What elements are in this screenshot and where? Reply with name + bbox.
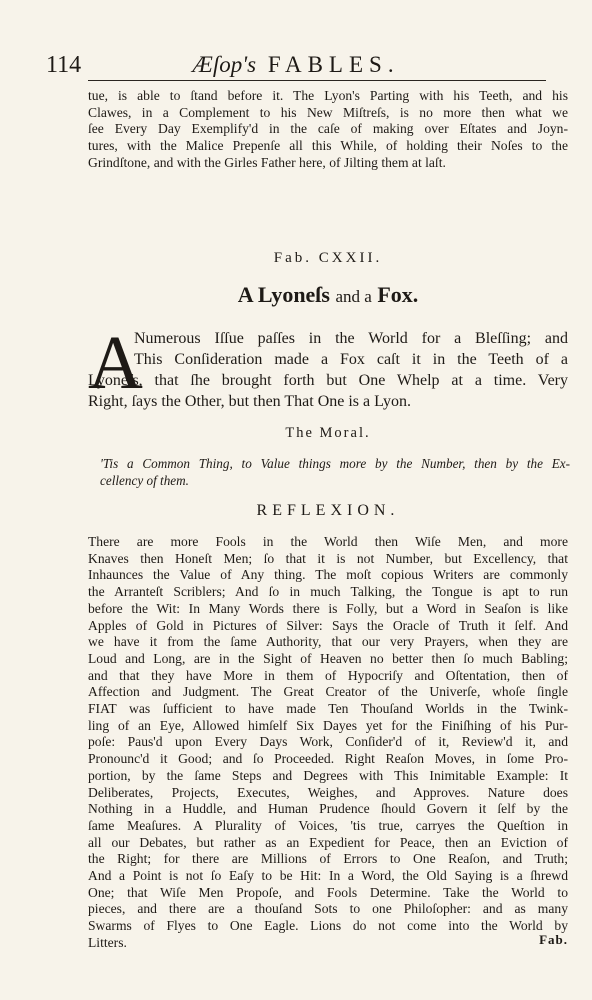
text-line: There are more Fools in the World then Wiſe Men, and more — [88, 534, 568, 549]
text-line: Right, ſays the Other, but then That One is a Lyon. — [88, 393, 412, 410]
text-line: Knaves then Honeſt Men; ſo that it is not Number, but Excellency, that — [88, 550, 568, 566]
text-line: the Arranteſt Scriblers; And ſo in much Talking, the Tongue is apt to run — [88, 584, 568, 600]
text-line: Pronounc'd it Good; and ſo Proceeded. Right Reaſon Moves, in ſome Pro- — [88, 751, 568, 767]
fable-title-right: Fox. — [377, 282, 419, 307]
text-line: cellency of them. — [100, 473, 189, 488]
running-head — [46, 52, 546, 78]
text-line: and that they have More in them of Hypocriſy and Oſtentation, then of — [88, 667, 568, 683]
text-line: Lyoneſs, that ſhe brought forth but One Whelp at a time. Very — [88, 372, 568, 389]
text-line: This Conſideration made a Fox caſt it in the Teeth of a — [134, 351, 568, 368]
text-line: we have it from the ſame Authority, that our very Prayers, when they are — [88, 634, 568, 650]
text-line: Apples of Gold in Pictures of Silver: Says the Oracle of Truth it ſelf. And — [88, 617, 568, 633]
text-line: the Right; for there are Millions of Errors to One Reaſon, and Truth; — [88, 851, 568, 867]
text-line: poſe: Paus'd upon Every Days Work, Conſider'd of it, Review'd it, and — [88, 734, 568, 750]
text-line: Inhaunces the Value of Any thing. The moſt copious Writers are commonly — [88, 567, 568, 583]
text-line: pieces, and there are a thouſand Sots to one Philoſopher: and as many — [88, 901, 568, 917]
moral-heading: The Moral. — [285, 425, 371, 441]
text-line: all our Debates, but rather as an Expedient for Peace, then an Eviction of — [88, 834, 568, 850]
page-number: 114 — [46, 52, 82, 78]
text-line: Affection and Judgment. The Great Creator of the Univerſe, whoſe ſingle — [88, 684, 568, 700]
text-line: Loud and Long, are in the Sight of Heaven no better then ſo much Babling; — [88, 650, 568, 666]
text-line: And a Point is not ſo Eaſy to be Hit: In a Word, the Old Saying is a ſhrewd — [88, 868, 568, 884]
running-head-italic: Æſop's — [192, 52, 257, 77]
text-line: ling of an Eye, Allowed himſelf Six Dayes yet for the Finiſhing of his Pur- — [88, 717, 568, 733]
text-line: portion, by the ſame Steps and Degrees with This Inimitable Example: It — [88, 767, 568, 783]
text-line: Clawes, in a Complement to his New Miſtreſs, is no more then what we — [88, 104, 568, 120]
text-line: ſame Meaſures. A Plurality of Voices, 'tis true, carryes the Queſtion in — [88, 817, 568, 833]
fable-title-and: and a — [335, 287, 372, 306]
text-line: before the Wit: In Many Words there is Folly, but a Word in Seaſon is like — [88, 600, 568, 616]
text-line: tue, is able to ſtand before it. The Lyon's Parting with his Teeth, and his — [88, 88, 568, 103]
reflexion-text — [88, 534, 568, 952]
header-rule — [88, 80, 546, 81]
text-line: Numerous Iſſue paſſes in the World for a Bleſſing; and — [134, 330, 568, 347]
fable-text — [88, 321, 568, 414]
text-line: Swarms of Flyes to One Eagle. Lions do not come into the World by — [88, 918, 568, 934]
page-header — [46, 52, 546, 82]
reflexion-heading: REFLEXION. — [256, 502, 400, 519]
moral-text — [100, 455, 570, 489]
text-line: Litters. — [88, 934, 127, 950]
text-line: Deliberates, Projects, Executes, Weighes, and Approves. Nature does — [88, 784, 568, 800]
text-line: Nothing in a Huddle, and Human Prudence ſhould Govern it ſelf by the — [88, 801, 568, 817]
text-line: 'Tis a Common Thing, to Value things more by the Number, then by the Ex- — [100, 456, 570, 471]
text-line: One; that Wiſe Men Propoſe, and Fools Determine. Take the World to — [88, 884, 568, 900]
opening-paragraph — [88, 88, 568, 172]
text-line: Grindſtone, and with the Girles Father here, of Jilting them at laſt. — [88, 154, 446, 170]
fable-number: Fab. CXXII. — [273, 250, 383, 266]
text-line: tures, with the Malice Prepenſe all this While, of holding their Noſes to the — [88, 138, 568, 154]
drop-cap: A — [88, 321, 143, 405]
fable-title — [88, 282, 568, 308]
running-head-caps: FABLES. — [267, 52, 400, 77]
catchword: Fab. — [539, 932, 568, 947]
fable-title-left: A Lyoneſs — [237, 282, 330, 307]
text-line: FIAT was ſufficient to have made Ten Thouſand Worlds in the Twink- — [88, 701, 568, 717]
text-line: ſee Every Day Exemplify'd in the caſe of making over Eſtates and Joyn- — [88, 121, 568, 137]
